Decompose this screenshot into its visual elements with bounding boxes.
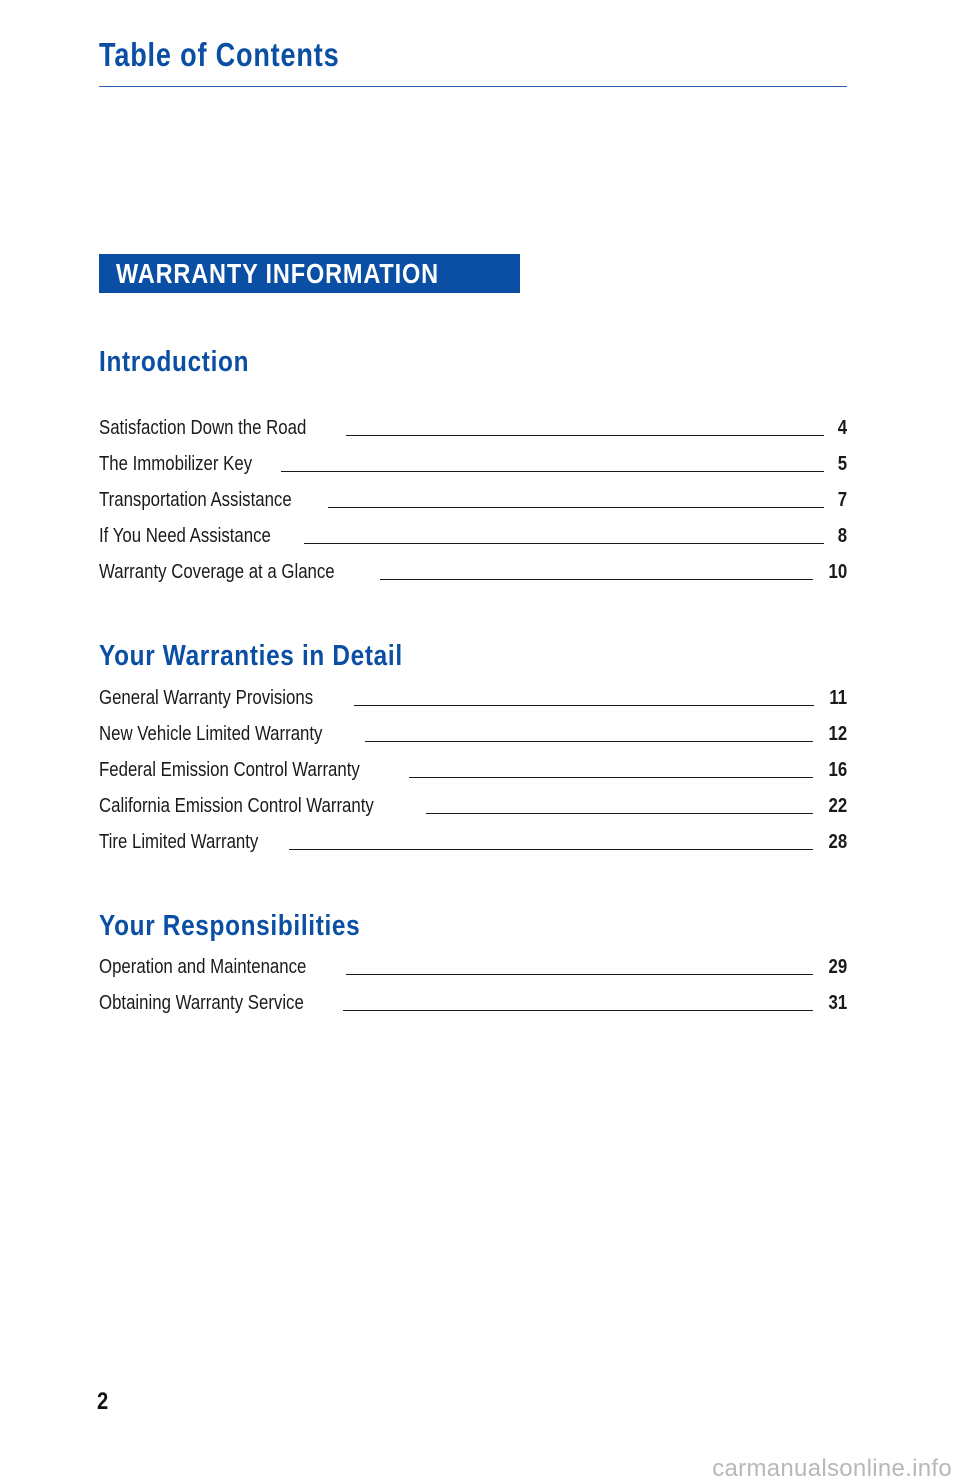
toc-leader-line <box>346 435 824 436</box>
toc-entry-label: Obtaining Warranty Service <box>99 992 304 1014</box>
toc-leader-line <box>365 741 813 742</box>
toc-entry[interactable] <box>99 414 847 440</box>
toc-entry-page: 16 <box>828 759 847 781</box>
toc-entry-page: 28 <box>828 831 847 853</box>
toc-entry[interactable] <box>99 558 847 584</box>
page-title: Table of Contents <box>99 36 340 73</box>
title-divider <box>99 86 847 87</box>
toc-entry-page: 4 <box>837 417 847 439</box>
toc-entry-label: California Emission Control Warranty <box>99 795 374 817</box>
section-banner-label: WARRANTY INFORMATION <box>116 258 439 289</box>
toc-entry-label: New Vehicle Limited Warranty <box>99 723 323 745</box>
toc-entry[interactable] <box>99 828 847 854</box>
toc-entry[interactable] <box>99 756 847 782</box>
toc-entry-label: Transportation Assistance <box>99 489 292 511</box>
toc-entry[interactable] <box>99 953 847 979</box>
toc-leader-line <box>281 471 824 472</box>
toc-entry-label: Federal Emission Control Warranty <box>99 759 360 781</box>
watermark: carmanualsonline.info <box>712 1455 952 1482</box>
toc-entry-page: 5 <box>837 453 847 475</box>
toc-entry[interactable] <box>99 522 847 548</box>
toc-entry-page: 8 <box>837 525 847 547</box>
toc-entry-page: 7 <box>837 489 847 511</box>
toc-leader-line <box>343 1010 813 1011</box>
toc-entry-label: Tire Limited Warranty <box>99 831 259 853</box>
toc-entry-page: 22 <box>828 795 847 817</box>
section-heading-warranties: Your Warranties in Detail <box>99 640 403 672</box>
toc-entry-label: Satisfaction Down the Road <box>99 417 307 439</box>
toc-leader-line <box>354 705 814 706</box>
toc-entry-page: 31 <box>828 992 847 1014</box>
toc-leader-line <box>409 777 812 778</box>
toc-entry-label: The Immobilizer Key <box>99 453 253 475</box>
toc-entry-label: If You Need Assistance <box>99 525 271 547</box>
page-number: 2 <box>97 1388 109 1415</box>
section-heading-responsibilities: Your Responsibilities <box>99 910 361 942</box>
toc-leader-line <box>304 543 824 544</box>
toc-entry[interactable] <box>99 989 847 1015</box>
toc-entry[interactable] <box>99 792 847 818</box>
toc-entry[interactable] <box>99 486 847 512</box>
toc-leader-line <box>380 579 813 580</box>
toc-entry-page: 12 <box>828 723 847 745</box>
toc-entry-label: Operation and Maintenance <box>99 956 307 978</box>
toc-entry[interactable] <box>99 450 847 476</box>
section-heading-introduction: Introduction <box>99 346 250 378</box>
section-banner <box>99 254 520 293</box>
toc-entry[interactable] <box>99 720 847 746</box>
toc-leader-line <box>328 507 824 508</box>
toc-entry-page: 29 <box>828 956 847 978</box>
toc-leader-line <box>289 849 813 850</box>
toc-entry-label: General Warranty Provisions <box>99 687 314 709</box>
toc-entry-page: 11 <box>829 687 847 709</box>
toc-entry[interactable] <box>99 684 847 710</box>
toc-leader-line <box>346 974 813 975</box>
toc-leader-line <box>426 813 813 814</box>
toc-entry-page: 10 <box>828 561 847 583</box>
toc-entry-label: Warranty Coverage at a Glance <box>99 561 335 583</box>
